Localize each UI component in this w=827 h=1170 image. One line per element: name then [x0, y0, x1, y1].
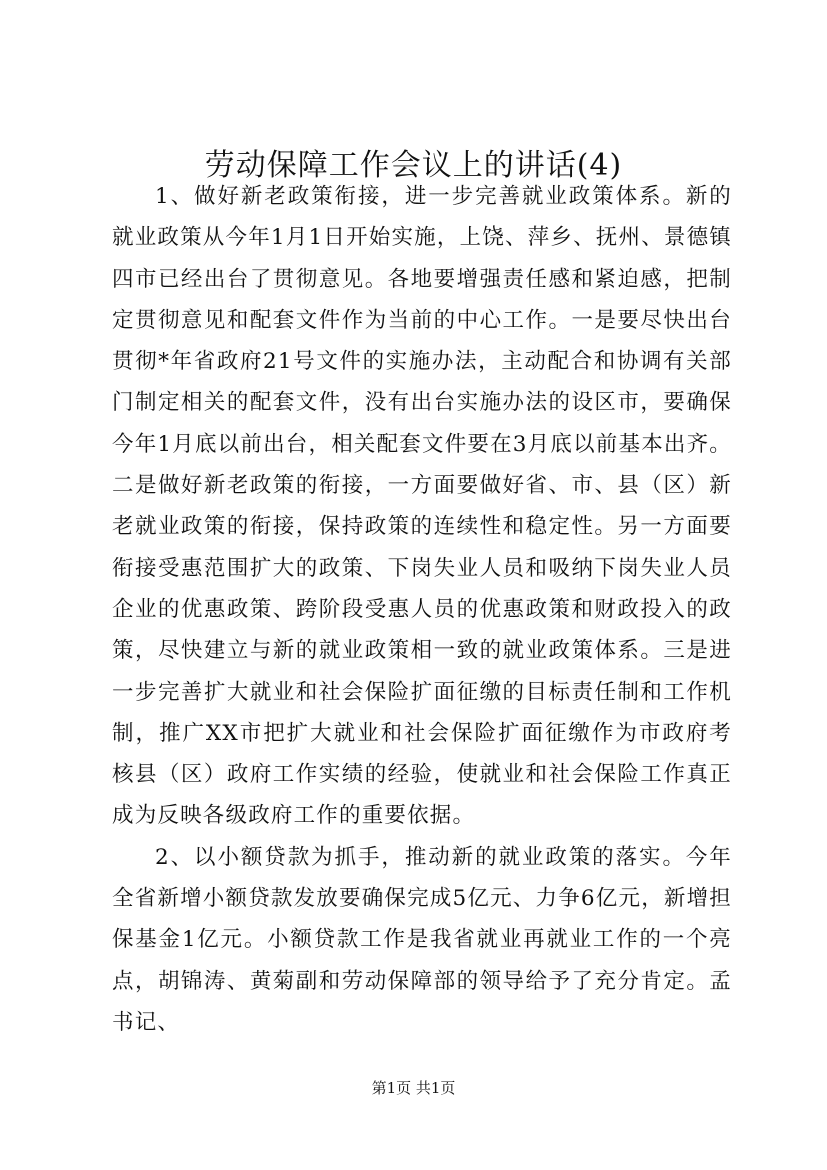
- paragraph-2: 2、以小额贷款为抓手，推动新的就业政策的落实。今年全省新增小额贷款发放要确保完成5亿元、力争6亿元，新增担保基金1亿元。小额贷款工作是我省就业再就业工作的一个亮点，胡锦涛、黄菊副和劳动保障部的领导给予了充分肯定。孟书记、: [112, 844, 732, 1035]
- paragraph-1: 1、做好新老政策衔接，进一步完善就业政策体系。新的就业政策从今年1月1日开始实施，上饶、萍乡、抚州、景德镇四市已经出台了贯彻意见。各地要增强责任感和紧迫感，把制定贯彻意见和配套文件作为当前的中心工作。一是要尽快出台贯彻*年省政府21号文件的实施办法，主动配合和协调有关部门制定相关的配套文件，没有出台实施办法的设区市，要确保今年1月底以前出台，相关配套文件要在3月底以前基本出齐。二是做好新老政策的衔接，一方面要做好省、市、县（区）新老就业政策的衔接，保持政策的连续性和稳定性。另一方面要衔接受惠范围扩大的政策、下岗失业人员和吸纳下岗失业人员企业的优惠政策、跨阶段受惠人员的优惠政策和财政投入的政策，尽快建立与新的就业政策相一致的就业政策体系。三是进一步完善扩大就业和社会保险扩面征缴的目标责任制和工作机制，推广XX市把扩大就业和社会保险扩面征缴作为市政府考核县（区）政府工作实绩的经验，使就业和社会保险工作真正成为反映各级政府工作的重要依据。: [112, 184, 732, 829]
- document-body: [112, 176, 732, 1043]
- page-footer: 第1页 共1页: [371, 1079, 456, 1097]
- document-title: 劳动保障工作会议上的讲话(4): [204, 148, 623, 183]
